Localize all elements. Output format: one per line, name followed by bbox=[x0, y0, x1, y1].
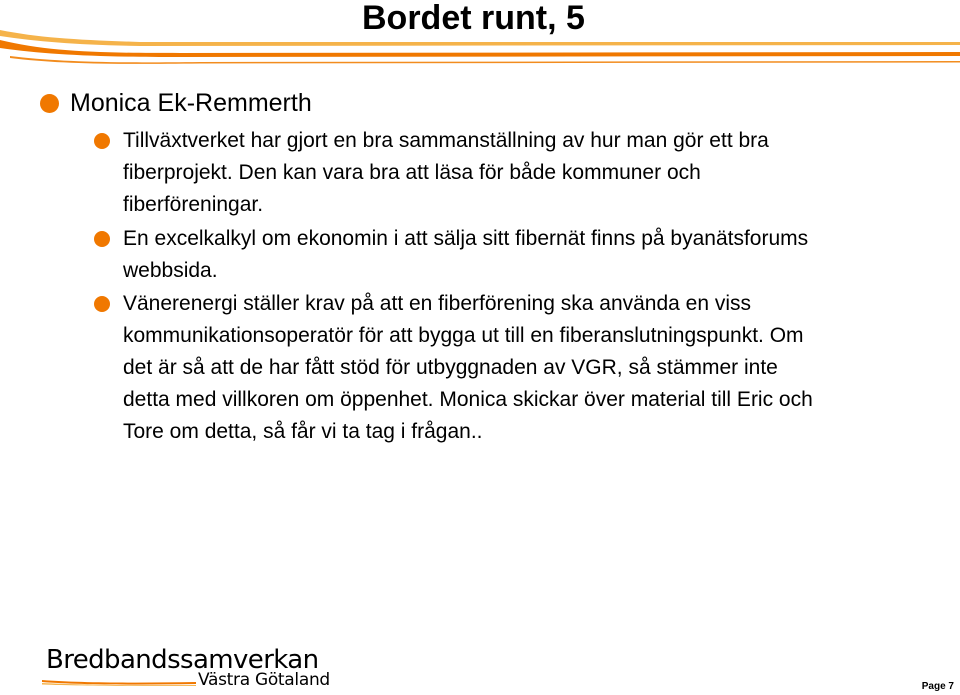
bullet-point-2 bbox=[123, 223, 959, 287]
bullet-point-line: kommunikationsoperatör för att bygga ut till en fiberanslutningspunkt. Om bbox=[123, 324, 804, 347]
circle-bullet-icon bbox=[94, 296, 110, 312]
swoosh-light-stroke bbox=[0, 30, 960, 46]
logo-sub-text: Västra Götaland bbox=[198, 670, 330, 690]
footer-logo bbox=[46, 645, 330, 689]
slide-title: Bordet runt, 5 bbox=[362, 0, 585, 37]
header-swoosh-decoration bbox=[0, 22, 960, 72]
bullet-point-line: Tore om detta, så får vi ta tag i frågan.. bbox=[123, 420, 483, 443]
bullet-point-line: fiberprojekt. Den kan vara bra att läsa för både kommuner och bbox=[123, 161, 701, 184]
bullet-point-line: det är så att de har fått stöd för utbyggnaden av VGR, så stämmer inte bbox=[123, 356, 778, 379]
circle-bullet-icon bbox=[94, 133, 110, 149]
bullet-point-line: fiberföreningar. bbox=[123, 193, 264, 216]
bullet-point-line: detta med villkoren om öppenhet. Monica skickar över material till Eric och bbox=[123, 388, 813, 411]
circle-bullet-icon bbox=[94, 231, 110, 247]
swoosh-thin-stroke bbox=[10, 56, 960, 64]
logo-swoosh-icon bbox=[42, 679, 196, 686]
logo-main-text: Bredbandssamverkan bbox=[46, 645, 319, 675]
bullet-point-3 bbox=[123, 288, 959, 448]
bullet-point-line: Tillväxtverket har gjort en bra sammanställning av hur man gör ett bra bbox=[123, 129, 769, 152]
bullet-point-1 bbox=[123, 125, 959, 221]
bullet-point-line: Vänerenergi ställer krav på att en fiberförening ska använda en viss bbox=[123, 292, 752, 315]
speaker-heading: Monica Ek-Remmerth bbox=[70, 89, 312, 117]
page-number: Page 7 bbox=[921, 681, 954, 692]
circle-bullet-icon bbox=[40, 94, 59, 113]
bullet-point-line: En excelkalkyl om ekonomin i att sälja sitt fibernät finns på byanätsforums bbox=[123, 227, 809, 250]
bullet-point-line: webbsida. bbox=[123, 259, 218, 282]
